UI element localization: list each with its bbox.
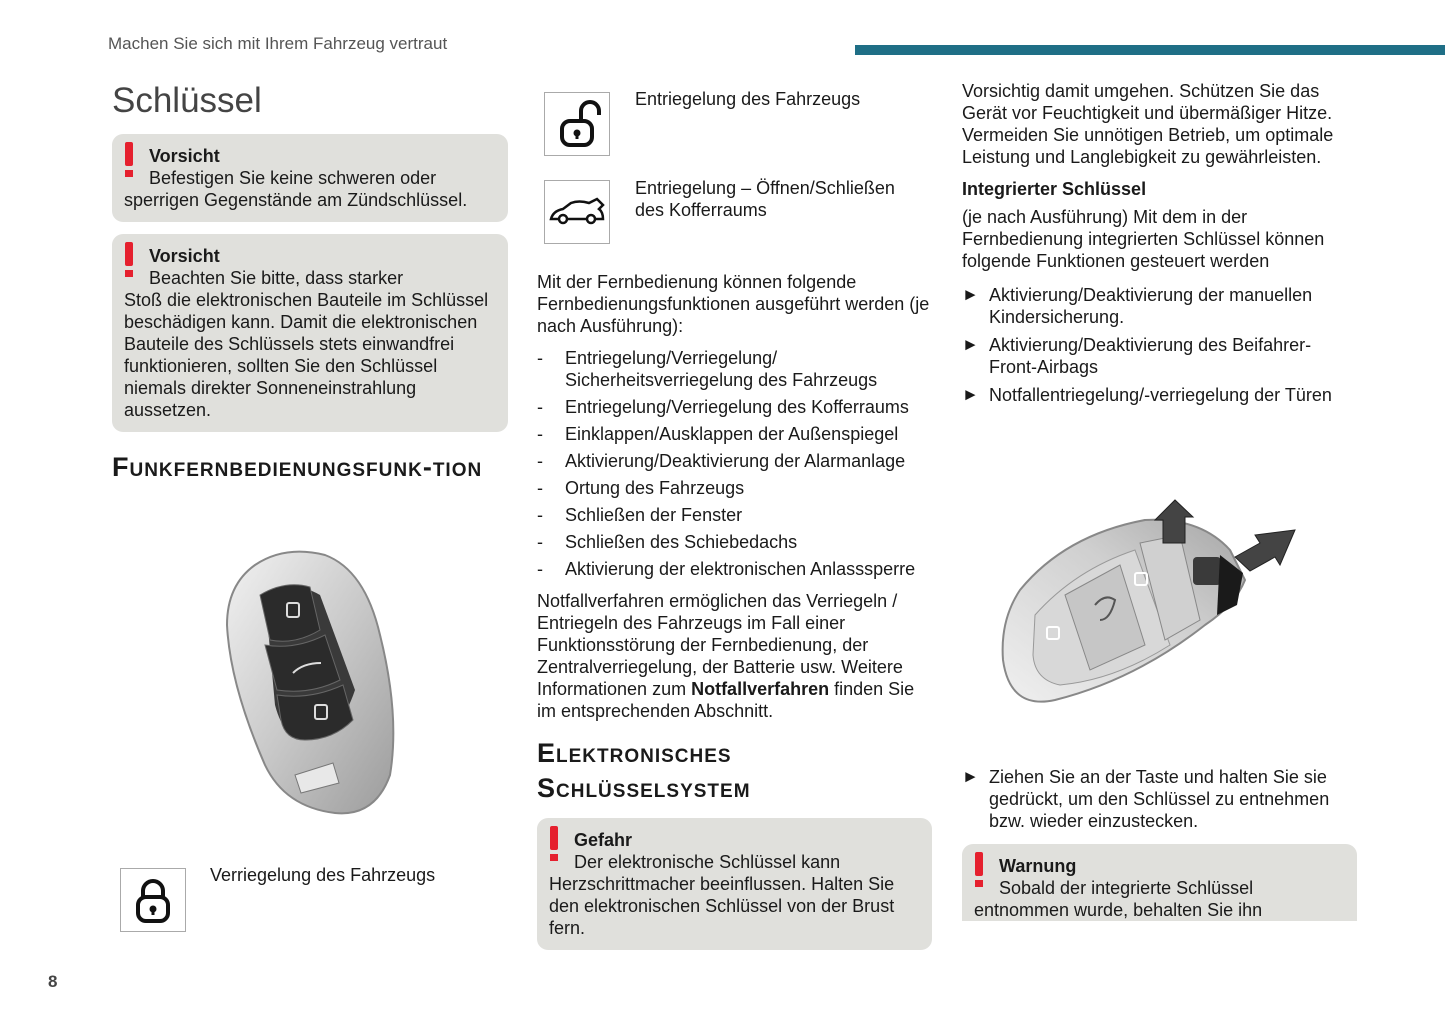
warning-note [962,844,1357,921]
list-item: - Schließen der Fenster [537,505,743,525]
list-item: ► Aktivierung/Deaktivierung der manuellen Kindersicherung. [962,285,1313,327]
warning-note-clip [962,844,1357,921]
section-heading-remote: Funkfernbedienungsfunk-tion [112,452,483,482]
column-3-lower [962,766,1357,838]
caution-text-first: Beachten Sie bitte, dass starker [149,268,404,288]
integrated-key-illustration [995,495,1305,715]
danger-label: Gefahr [574,830,633,850]
padlock-open-icon [545,93,609,155]
integrated-key-list [962,284,1357,406]
caution-note-1 [112,134,508,222]
remote-intro: Mit der Fernbedienung können folgende Fernbedienungsfunktionen ausgeführt werden (je nach Ausführung): [537,272,930,336]
emergency-bold: Notfallverfahren [691,679,830,699]
exclamation-icon [120,240,138,278]
list-item: - Ortung des Fahrzeugs [537,478,745,498]
padlock-closed-icon [121,869,185,931]
danger-note [537,818,932,950]
column-1 [112,80,508,485]
list-item: - Schließen des Schiebedachs [537,532,798,552]
exclamation-icon [970,850,988,888]
danger-text: Herzschrittmacher beeinflussen. Halten Sie den elektronischen Schlüssel von der Brust fern. [549,874,895,938]
caution-text-first: Befestigen Sie keine schweren oder [149,168,437,188]
unlock-icon-box [544,92,610,156]
column-2 [537,271,932,962]
danger-text-first: Der elektronische Schlüssel kann [574,852,841,872]
list-item: ► Notfallentriegelung/-verriegelung der Türen [962,385,1332,405]
header-accent-bar [855,45,1445,55]
warning-text-first: Sobald der integrierte Schlüssel [999,878,1254,898]
emergency-paragraph: Notfallverfahren ermöglichen das Verriegeln / Entriegeln des Fahrzeugs im Fall einer Funktionsstörung der Fernbedienung, der Zentralverriegelung, der Batterie usw. Weitere Informationen zum Notfallverfahren finden Sie im entsprechenden Abschnitt. [537,591,915,721]
page-number: 8 [48,972,58,991]
trunk-label: Entriegelung – Öffnen/Schließen des Kofferraums [635,178,895,220]
unlock-label: Entriegelung des Fahrzeugs [635,89,861,109]
running-header: Machen Sie sich mit Ihrem Fahrzeug vertraut [108,34,448,53]
remote-key-fob-illustration [215,545,405,820]
list-item: ► Aktivierung/Deaktivierung des Beifahrer-Front-Airbags [962,335,1312,377]
integrated-key-intro: (je nach Ausführung) Mit dem in der Fernbedienung integrierten Schlüssel können folgende Funktionen gesteuert werden [962,207,1325,271]
caution-label: Vorsicht [149,246,220,266]
trunk-icon-box [544,180,610,244]
section-heading-electronic-key: Elektronisches Schlüsselsystem [537,738,751,803]
remote-function-list [537,347,932,580]
list-item: - Entriegelung/Verriegelung/ Sicherheitsverriegelung des Fahrzeugs [537,348,878,390]
exclamation-icon [120,140,138,178]
car-trunk-icon [545,181,609,243]
care-paragraph: Vorsichtig damit umgehen. Schützen Sie das Gerät vor Feuchtigkeit und übermäßiger Hitze. Vermeiden Sie unnötigen Betrieb, um optimale Leistung und Langlebigkeit zu gewährleisten. [962,81,1334,167]
list-item: - Aktivierung der elektronischen Anlasssperre [537,559,916,579]
list-item: - Entriegelung/Verriegelung des Kofferraums [537,397,909,417]
pull-instruction-list [962,766,1357,832]
caution-text: sperrigen Gegenstände am Zündschlüssel. [124,190,468,210]
caution-label: Vorsicht [149,146,220,166]
list-item: - Einklappen/Ausklappen der Außenspiegel [537,424,899,444]
integrated-key-heading: Integrierter Schlüssel [962,179,1147,199]
lock-icon-box [120,868,186,932]
warning-label: Warnung [999,856,1077,876]
column-3 [962,80,1357,412]
caution-text: Stoß die elektronischen Bauteile im Schlüssel beschädigen kann. Damit die elektronischen Bauteile des Schlüssels stets einwandfrei funktionieren, sollten Sie den Schlüssel niemals direkter Sonneneinstrahlung aussetzen. [124,290,489,420]
lock-label: Verriegelung des Fahrzeugs [210,865,436,885]
exclamation-icon [545,824,563,862]
warning-text: entnommen wurde, behalten Sie ihn [974,900,1263,920]
caution-note-2 [112,234,508,432]
page-title: Schlüssel [112,81,262,120]
list-item: - Aktivierung/Deaktivierung der Alarmanlage [537,451,906,471]
list-item: ► Ziehen Sie an der Taste und halten Sie sie gedrückt, um den Schlüssel zu entnehmen bzw. wieder einzustecken. [962,767,1330,831]
